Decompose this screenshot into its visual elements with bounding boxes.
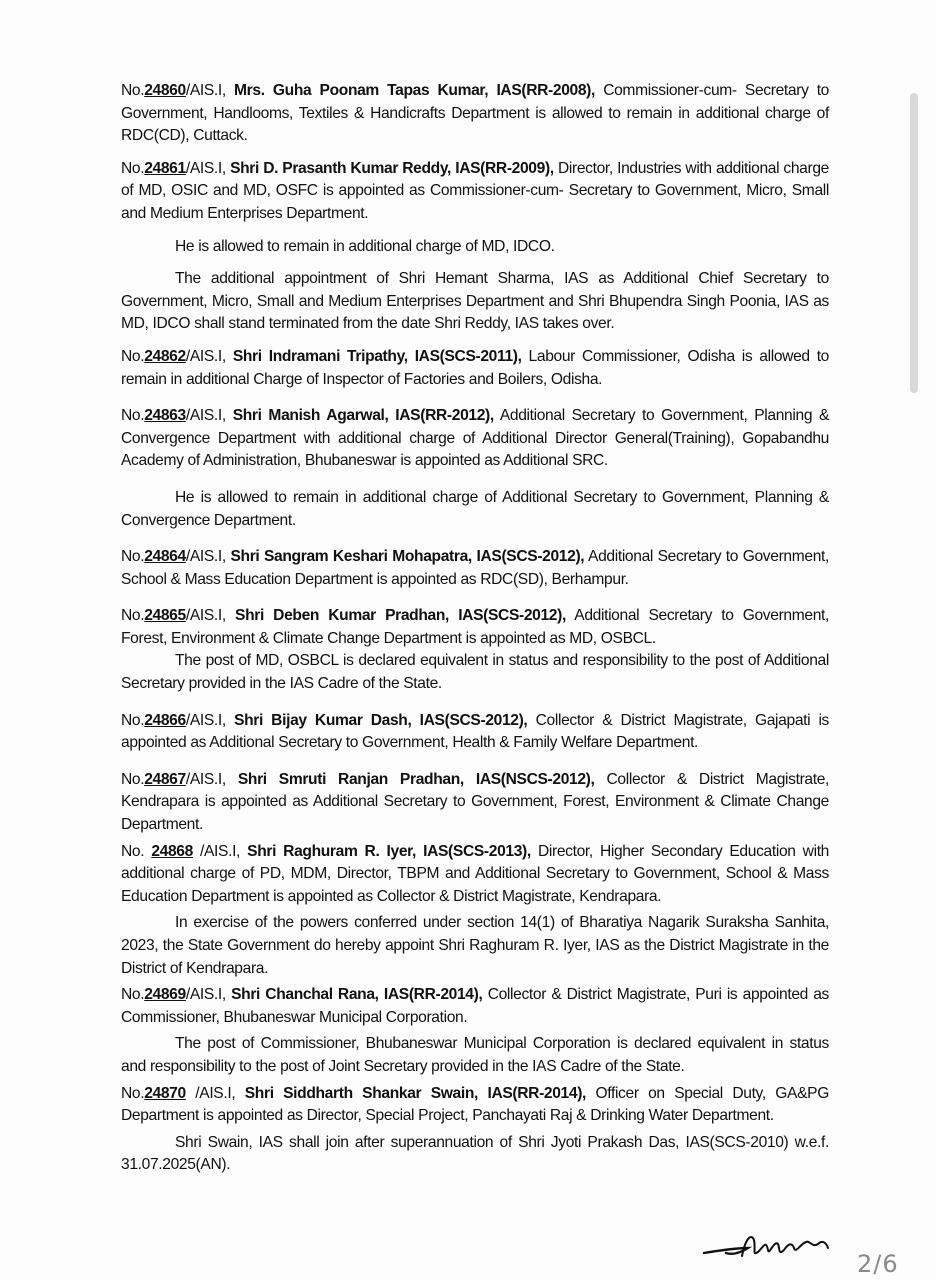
order-number: 24862 <box>144 347 186 365</box>
order-prefix: No. <box>121 770 145 788</box>
order-prefix: No. <box>121 548 145 566</box>
note-paragraph: The post of Commissioner, Bhubaneswar Municipal Corporation is declared equivalent in status and responsibility to the post of Joint Secretary provided in the IAS Cadre of the State. <box>121 1035 829 1075</box>
order-paragraph-24860 <box>121 80 829 148</box>
order-number: 24860 <box>144 82 186 99</box>
order-prefix: No. <box>121 1084 145 1102</box>
order-number: 24864 <box>144 548 186 566</box>
order-paragraph-24865 <box>121 605 829 650</box>
officer-name: Shri D. Prasanth Kumar Reddy, IAS(RR-2009), <box>230 159 554 177</box>
order-text: Collector & District Magistrate, Kendrapara is appointed as Additional Secretary to Government, Forest, Environment & Climate Change Department. <box>121 770 830 834</box>
note-paragraph: He is allowed to remain in additional charge of Additional Secretary to Government, Planning & Convergence Department. <box>121 488 829 529</box>
order-paragraph-24863 <box>121 405 829 473</box>
note-paragraph: Shri Swain, IAS shall join after superannuation of Shri Jyoti Prakash Das, IAS(SCS-2010) w.e.f. 31.07.2025(AN). <box>121 1133 829 1174</box>
handwritten-signature <box>702 1226 834 1266</box>
order-text: Labour Commissioner, Odisha is allowed to remain in additional Charge of Inspector of Factories and Boilers, Odisha. <box>121 347 829 388</box>
officer-name: Shri Manish Agarwal, IAS(RR-2012), <box>232 407 494 425</box>
order-ref: /AIS.I, <box>185 159 231 177</box>
scrollbar-thumb[interactable] <box>910 93 918 393</box>
note-paragraph: He is allowed to remain in additional charge of MD, IDCO. <box>175 237 555 255</box>
officer-name: Mrs. Guha Poonam Tapas Kumar, IAS(RR-2008), <box>234 82 596 99</box>
order-prefix: No. <box>121 607 145 625</box>
order-text: Collector & District Magistrate, Gajapati is appointed as Additional Secretary to Government, Health & Family Welfare Department. <box>121 711 829 752</box>
order-text: Additional Secretary to Government, Forest, Environment & Climate Change Department is appointed as MD, OSBCL. <box>121 607 829 647</box>
order-number: 24861 <box>144 159 186 177</box>
order-ref: /AIS.I, <box>185 1084 245 1102</box>
order-paragraph-24866 <box>121 710 829 755</box>
order-number: 24868 <box>151 842 193 860</box>
order-ref: /AIS.I, <box>185 607 236 625</box>
order-paragraph-24868 <box>121 841 829 909</box>
order-paragraph-24870 <box>121 1083 829 1128</box>
order-paragraph-24862 <box>121 346 829 391</box>
order-number: 24869 <box>144 986 186 1004</box>
order-ref: /AIS.I, <box>185 711 235 729</box>
officer-name: Shri Bijay Kumar Dash, IAS(SCS-2012), <box>234 711 528 729</box>
order-text: Additional Secretary to Government, School & Mass Education Department is appointed as RDC(SD), Berhampur. <box>121 548 829 588</box>
officer-name: Shri Indramani Tripathy, IAS(SCS-2011), <box>232 347 522 365</box>
order-prefix: No. <box>121 842 152 860</box>
order-ref: /AIS.I, <box>185 770 238 788</box>
order-prefix: No. <box>121 347 145 365</box>
order-number: 24870 <box>144 1084 186 1102</box>
order-ref: /AIS.I, <box>185 548 231 566</box>
order-document <box>121 80 829 1177</box>
order-ref: /AIS.I, <box>185 407 233 425</box>
order-ref: /AIS.I, <box>185 986 232 1004</box>
officer-name: Shri Siddharth Shankar Swain, IAS(RR-2014), <box>244 1084 587 1102</box>
order-paragraph-24861 <box>121 158 829 226</box>
order-number: 24867 <box>144 770 186 788</box>
order-text: Commissioner-cum- Secretary to Government, Handlooms, Textiles & Handicrafts Department is allowed to remain in additional charge of RDC(CD), Cuttack. <box>121 82 830 145</box>
order-ref: /AIS.I, <box>185 82 235 99</box>
order-text: Director, Higher Secondary Education with additional charge of PD, MDM, Director, TBPM and Additional Secretary to Government, School & Mass Education Department is appointed as Collector & District Magistrate, Kendrapara. <box>121 842 830 905</box>
order-number: 24866 <box>144 711 186 729</box>
order-text: Officer on Special Duty, GA&PG Department is appointed as Director, Special Project, Panchayati Raj & Drinking Water Department. <box>121 1084 829 1125</box>
order-prefix: No. <box>121 159 145 177</box>
officer-name: Shri Chanchal Rana, IAS(RR-2014), <box>231 986 483 1004</box>
officer-name: Shri Raghuram R. Iyer, IAS(SCS-2013), <box>247 842 531 860</box>
order-text: Additional Secretary to Government, Planning & Convergence Department with additional charge of Additional Director General(Training), Gopabandhu Academy of Administration, Bhubaneswar is appointed as Additional SRC. <box>121 407 830 470</box>
order-paragraph-24864 <box>121 546 829 591</box>
order-text: Director, Industries with additional charge of MD, OSIC and MD, OSFC is appointed as Commissioner-cum- Secretary to Government, Micro, Small and Medium Enterprises Department. <box>121 159 829 222</box>
page-indicator: 2/6 <box>857 1250 899 1278</box>
note-paragraph: The additional appointment of Shri Hemant Sharma, IAS as Additional Chief Secretary to Government, Micro, Small and Medium Enterprises Department and Shri Bhupendra Singh Poonia, IAS as MD, IDCO shall stand terminated from the date Shri Reddy, IAS takes over. <box>121 270 829 333</box>
order-ref: /AIS.I, <box>192 842 248 860</box>
order-paragraph-24867 <box>121 769 829 837</box>
order-prefix: No. <box>121 82 145 99</box>
officer-name: Shri Deben Kumar Pradhan, IAS(SCS-2012), <box>235 607 566 625</box>
order-prefix: No. <box>121 407 145 425</box>
order-prefix: No. <box>121 711 145 729</box>
order-ref: /AIS.I, <box>185 347 233 365</box>
order-number: 24863 <box>144 407 186 425</box>
order-prefix: No. <box>121 986 145 1004</box>
order-paragraph-24869 <box>121 984 829 1029</box>
order-text: Collector & District Magistrate, Puri is appointed as Commissioner, Bhubaneswar Municipal Corporation. <box>121 986 829 1026</box>
order-number: 24865 <box>144 607 186 625</box>
officer-name: Shri Smruti Ranjan Pradhan, IAS(NSCS-2012), <box>237 770 595 788</box>
officer-name: Shri Sangram Keshari Mohapatra, IAS(SCS-2012), <box>230 548 585 566</box>
note-paragraph: The post of MD, OSBCL is declared equivalent in status and responsibility to the post of Additional Secretary provided in the IAS Cadre of the State. <box>121 652 829 693</box>
note-paragraph: In exercise of the powers conferred under section 14(1) of Bharatiya Nagarik Suraksha Sanhita, 2023, the State Government do hereby appoint Shri Raghuram R. Iyer, IAS as the District Magistrate in the District of Kendrapara. <box>121 914 829 977</box>
